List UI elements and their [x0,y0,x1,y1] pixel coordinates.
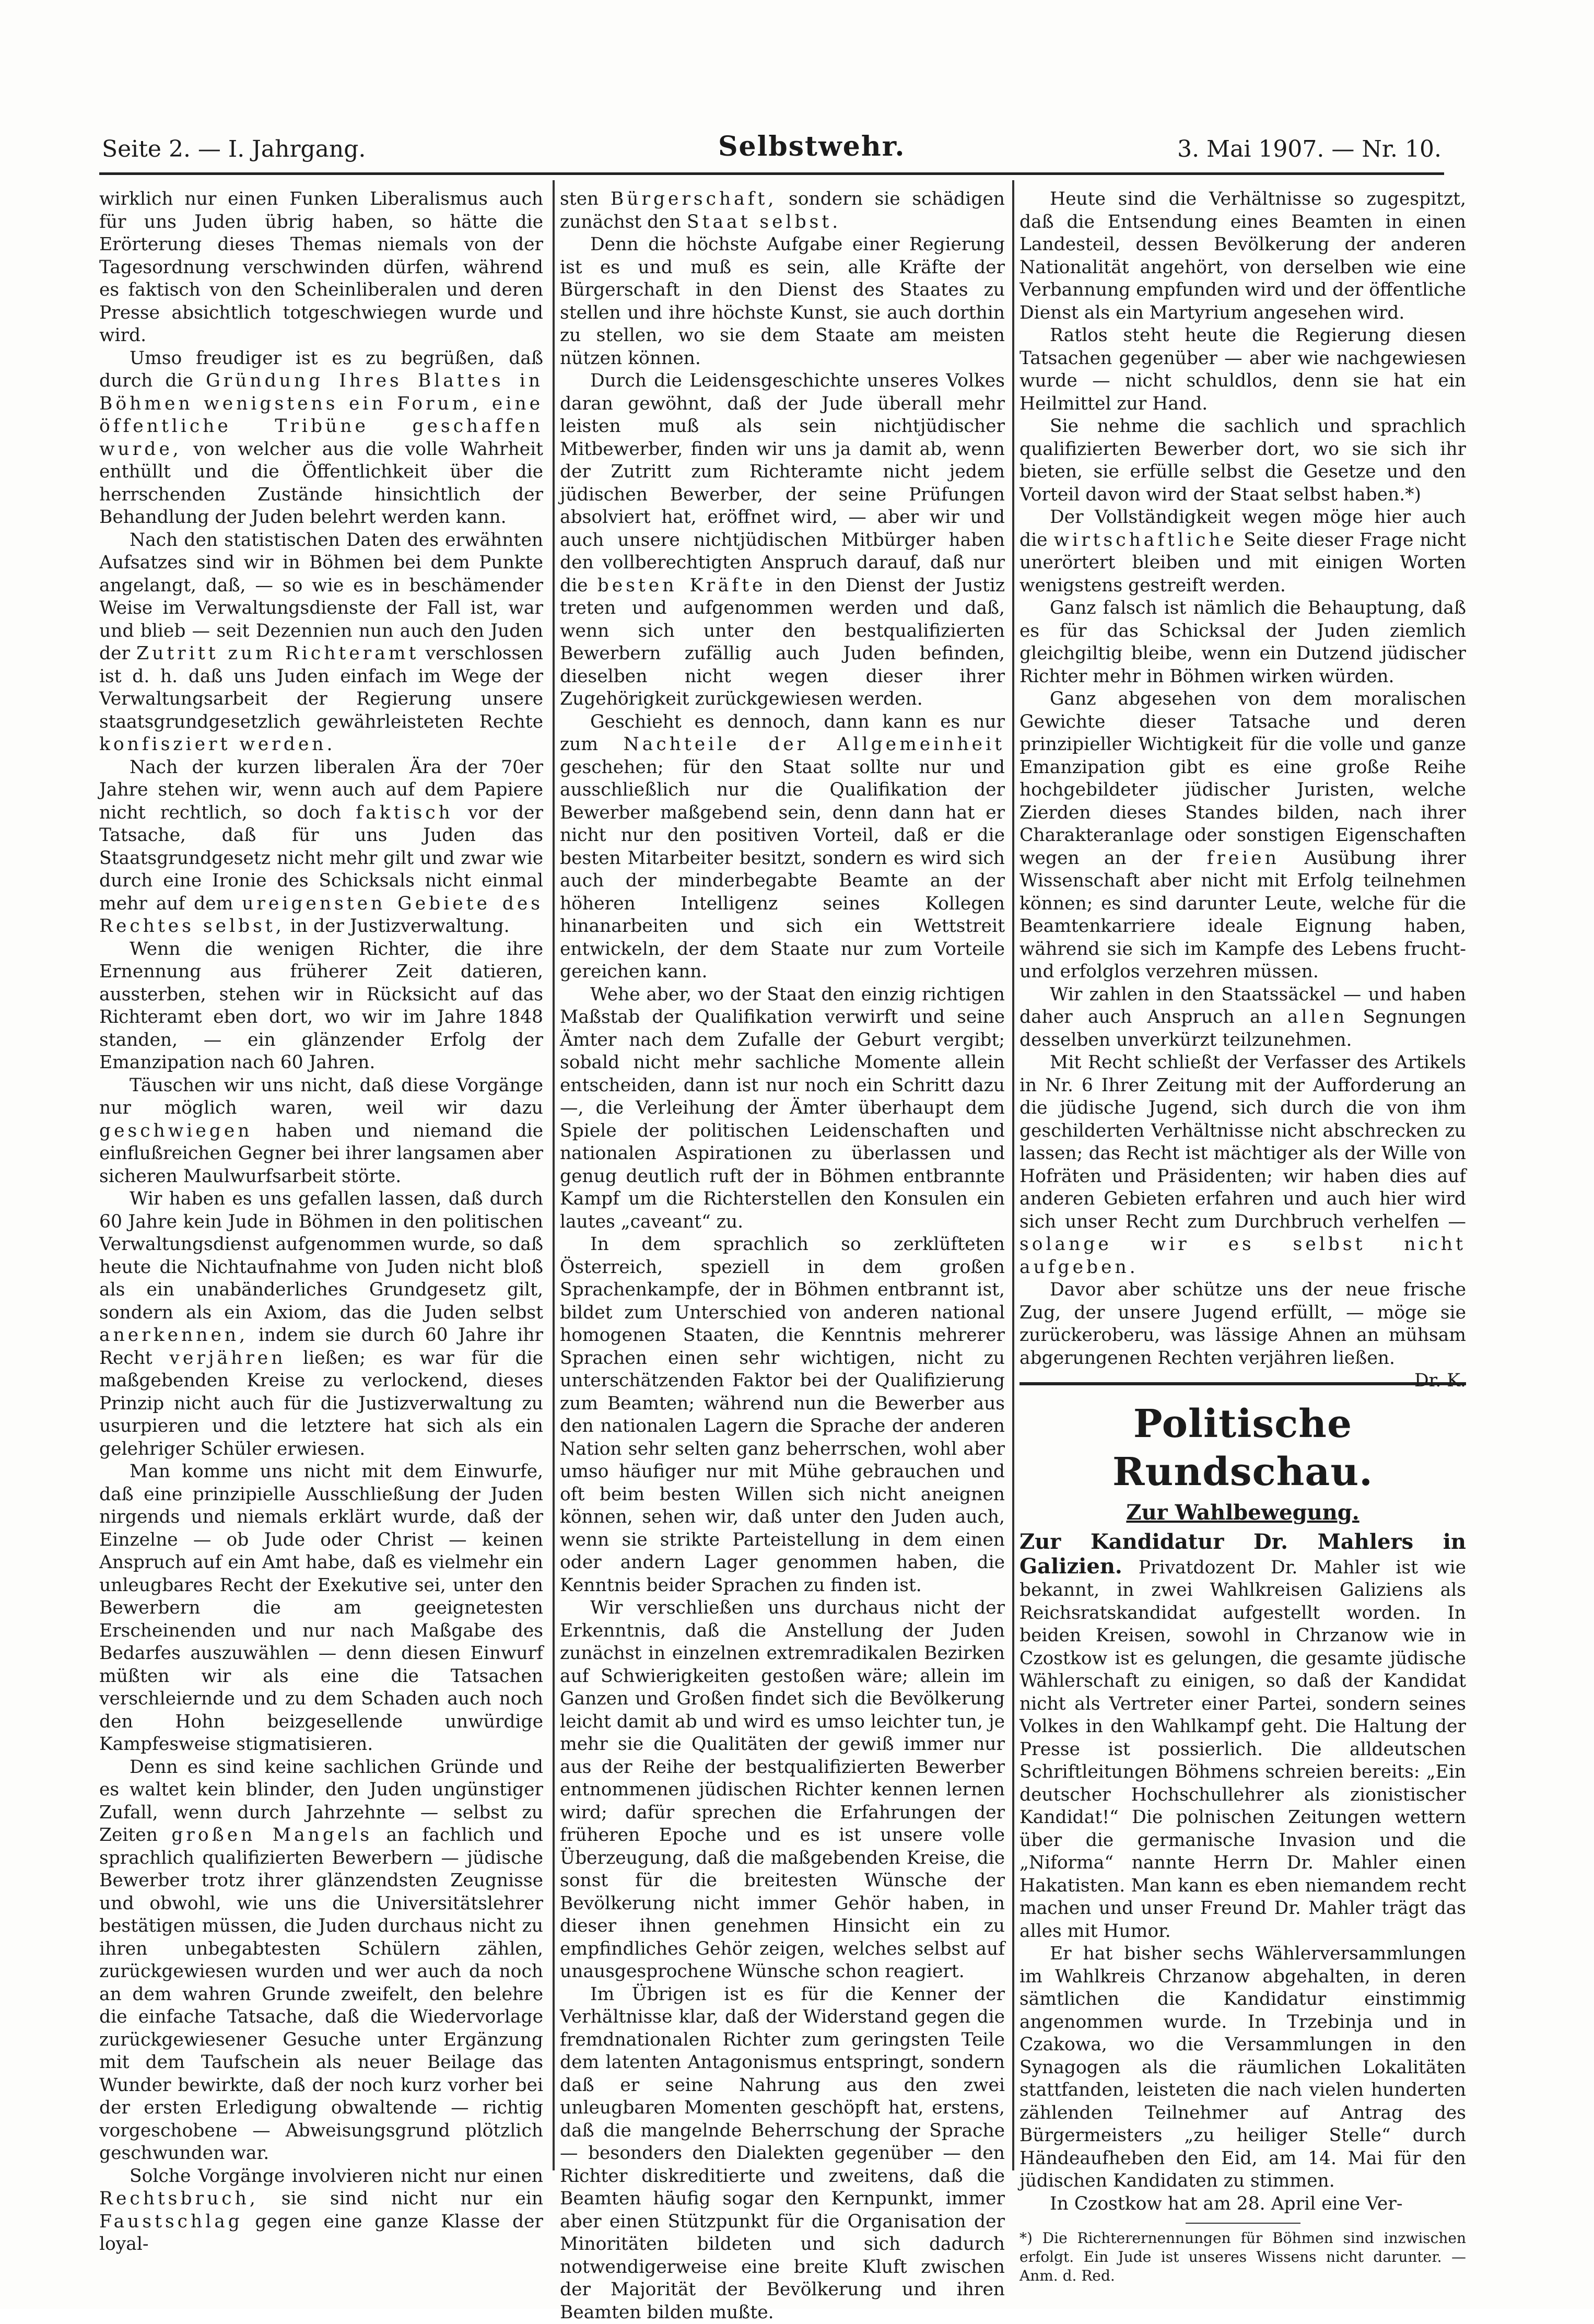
column-3 [1019,188,1466,2173]
paragraph: Täuschen wir uns nicht, daß diese Vorgänge nur möglich waren, weil wir dazu geschwiegen haben und niemand die einflußreichen Gegner bei ihrer langsamen aber sicheren Maulwurfsarbeit störte. [99,1075,543,1188]
paragraph: Geschieht es dennoch, dann kann es nur zum Nachteile der Allgemeinheit geschehen; für den Staat sollte nur und ausschließlich nur die Qualifikation der Bewerber maßgebend sein, denn dann hat er nicht nur den positiven Vorteil, daß er die besten Mitarbeiter besitzt, sondern es wird sich auch der minderbegabte Beamte an der höheren Intelligenz seines Kollegen hinanarbeiten und sich ein Wettstreit entwickeln, der dem Staate nur zum Vorteile gereichen kann. [560,711,1005,984]
paragraph: Der Vollständigkeit wegen möge hier auch die wirtschaftliche Seite dieser Frage nicht unerörtert bleiben und mit einigen Worten wenigstens gestreift werden. [1019,506,1466,597]
paragraph: Ganz abgesehen von dem moralischen Gewichte dieser Tatsache und deren prinzipieller Wichtigkeit für die volle und ganze Emanzipation gibt es eine große Reihe hochgebildeter jüdischer Juristen, welche Zierden dieses Standes bilden, nach ihrer Charakteranlage oder sonstigen Eigenschaften wegen an der freien Ausübung ihrer Wissenschaft aber nicht mit Erfolg teilnehmen können; es sind darunter Leute, welche für die Beamtenkarriere ideale Eignung haben, während sie sich im Kampfe des Lebens frucht- und erfolglos verzehren müssen. [1019,688,1466,984]
paragraph: wirklich nur einen Funken Liberalismus auch für uns Juden übrig haben, so hätte die Erörterung dieses Themas niemals von der Tagesordnung verschwinden dürfen, während es faktisch von den Scheinliberalen und deren Presse absichtlich totgeschwiegen wurde und wird. [99,188,543,347]
column-2 [560,188,1005,2173]
paragraph: In dem sprachlich so zerklüfteten Österreich, speziell in dem großen Sprachenkampfe, der in Böhmen entbrannt ist, bildet zum Unterschied von anderen national homogenen Staaten, die Kenntnis mehrerer Sprachen einen sehr wichtigen, nicht zu unterschätzenden Faktor bei der Qualifizierung zum Beamten; während nun die Bewerber aus den nationalen Lagern die Sprache der anderen Nation sehr selten ganz beherrschen, wohl aber umso häufiger nur mit Mühe gebrauchen und oft beim besten Willen sich nicht aneignen können, sehen wir, daß unter den Juden auch, wenn sie strikte Parteistellung in dem einen oder andern Lager genommen haben, die Kenntnis beider Sprachen zu finden ist. [560,1233,1005,1597]
footnote-rule [1186,2223,1300,2224]
article-subheading: Zur Kandidatur Dr. Mahlers in Galizien. [1019,1529,1466,1579]
paragraph: Mit Recht schließt der Verfasser des Artikels in Nr. 6 Ihrer Zeitung mit der Aufforderung an die jüdische Jugend, sich durch die von ihm geschilderten Verhältnisse nicht abschrecken zu lassen; das Recht ist mächtiger als der Wille von Hofräten und Präsidenten; wir haben dies auf anderen Gebieten erfahren und auch hier wird sich unser Recht zum Durchbruch verhelfen — solange wir es selbst nicht aufgeben. [1019,1052,1466,1279]
header-page-info: Seite 2. — I. Jahrgang. [102,136,366,162]
column-divider-1 [553,180,555,2170]
paragraph: Ratlos steht heute die Regierung diesen Tatsachen gegenüber — aber wie nachgewiesen wurde — nicht schuldlos, denn sie hat ein Heilmittel zur Hand. [1019,324,1466,415]
author-signature: Dr. K. [1384,1370,1466,1393]
column-divider-2 [1012,180,1014,2170]
paragraph: Wir zahlen in den Staatssäckel — und haben daher auch Anspruch an allen Segnungen desselben unverkürzt teilzunehmen. [1019,984,1466,1052]
page-header [102,131,1441,167]
section-title: Politische Rundschau. [1019,1400,1466,1496]
paragraph: Durch die Leidensgeschichte unseres Volkes daran gewöhnt, daß der Jude überall mehr leisten muß als sein nichtjüdischer Mitbewerber, finden wir uns ja damit ab, wenn der Zutritt zum Richteramte nicht jedem jüdischen Bewerber, der seine Prüfungen absolviert hat, eröffnet wird, — aber wir und auch unsere nichtjüdischen Mitbürger haben den vollberechtigten Anspruch darauf, daß nur die besten Kräfte in den Dienst der Justiz treten und aufgenommen werden und daß, wenn sich unter den bestqualifizierten Bewerbern zufällig auch Juden befinden, dieselben nicht wegen dieser ihrer Zugehörigkeit zurückgewiesen werden. [560,370,1005,711]
paragraph: Zur Kandidatur Dr. Mahlers in Galizien. Privatdozent Dr. Mahler ist wie bekannt, in zwei Wahlkreisen Galiziens als Reichsratskandidat aufgestellt worden. In beiden Kreisen, sowohl in Chrzanow wie in Czostkow ist es gelungen, die gesamte jüdische Wählerschaft zu einigen, so daß der Kandidat nicht als Vertreter einer Partei, sondern seines Volkes in den Wahlkampf geht. Die Haltung der Presse ist possierlich. Die alldeutschen Schriftleitungen Böhmens schreien bereits: „Ein deutscher Hochschullehrer als zionistischer Kandidat!“ Die polnischen Zeitungen wettern über die germanische Invasion und die „Niforma“ nannte Herrn Dr. Mahler einen Hakatisten. Man kann es eben niemandem recht machen und unser Freund Dr. Mahler trägt das alles mit Humor. [1019,1531,1466,1943]
paragraph: Denn die höchste Aufgabe einer Regierung ist es und muß es sein, alle Kräfte der Bürgerschaft in den Dienst des Staates zu stellen und ihre höchste Kunst, sie auch dorthin zu stellen, wo sie dem Staate am meisten nützen können. [560,233,1005,370]
paragraph: Denn es sind keine sachlichen Gründe und es waltet kein blinder, den Juden ungünstiger Zufall, wenn durch Jahrzehnte — selbst zu Zeiten großen Mangels an fachlich und sprachlich qualifizierten Bewerbern — jüdische Bewerber trotz ihrer glänzendsten Zeugnisse und obwohl, wie uns die Universitätslehrer bestätigen müssen, die Juden durchaus nicht zu ihren unbegabtesten Schülern zählen, zurückgewiesen wurden und wer auch da noch an dem wahren Grunde zweifelt, den belehre die einfache Tatsache, daß die Wiedervorlage zurückgewiesener Gesuche unter Ergänzung mit dem Taufschein als neuer Beilage das Wunder bewirkte, daß der noch kurz vorher bei der ersten Erledigung obwaltende — richtig vorgeschobene — Abweisungsgrund plötzlich geschwunden war. [99,1756,543,2165]
paragraph: Wenn die wenigen Richter, die ihre Ernennung aus früherer Zeit datieren, aussterben, stehen wir in Rücksicht auf das Richteramt eben dort, wo wir im Jahre 1848 standen, — ein glänzender Erfolg der Emanzipation nach 60 Jahren. [99,938,543,1075]
paragraph: Nach der kurzen liberalen Ära der 70er Jahre stehen wir, wenn auch auf dem Papiere nicht rechtlich, so doch faktisch vor der Tatsache, daß für uns Juden das Staatsgrundgesetz nicht mehr gilt und zwar wie durch eine Ironie des Schicksals nicht einmal mehr auf dem ureigensten Gebiete des Rechtes selbst, in der Justizverwaltung. [99,756,543,938]
paragraph: Wir haben es uns gefallen lassen, daß durch 60 Jahre kein Jude in Böhmen in den politischen Verwaltungsdienst aufgenommen wurde, so daß heute die Nichtaufnahme von Juden nicht bloß als ein unabänderliches Grundgesetz gilt, sondern als ein Axiom, das die Juden selbst anerkennen, indem sie durch 60 Jahre ihr Recht verjähren ließen; es war für die maßgebenden Kreise zu verlockend, dieses Prinzip nicht auch für die Justizverwaltung zu usurpieren und die letztere hat sich als ein gelehriger Schüler erwiesen. [99,1188,543,1461]
paragraph: Davor aber schütze uns der neue frische Zug, der unsere Jugend erfüllt, — möge sie zurückeroberu, was lässige Ahnen an mühsam abgerungenen Rechten verjähren ließen. Dr. K. [1019,1279,1466,1370]
masthead-title: Selbstwehr. [718,131,905,162]
paragraph: Man komme uns nicht mit dem Einwurfe, daß eine prinzipielle Ausschließung der Juden nirgends und niemals erklärt wurde, daß der Einzelne — ob Jude oder Christ — keinen Anspruch auf ein Amt habe, daß es vielmehr ein unleugbares Recht der Exekutive sei, unter den Bewerbern die am geeignetesten Erscheinenden und nur nach Maßgabe des Bedarfes auszuwählen — denn diesen Einwurf müßten wir als eine die Tatsachen verschleiernde und zu dem Schaden auch noch den Hohn beizgesellende unwürdige Kampfesweise stigmatisieren. [99,1461,543,1756]
paragraph: Solche Vorgänge involvieren nicht nur einen Rechtsbruch, sie sind nicht nur ein Faustschlag gegen eine ganze Klasse der loyal- [99,2165,543,2256]
section-topic: Zur Wahlbewegung. [1019,1499,1466,1526]
paragraph: Wir verschließen uns durchaus nicht der Erkenntnis, daß die Anstellung der Juden zunächst in einzelnen extremradikalen Bezirken auf Schwierigkeiten gestoßen wäre; allein im Ganzen und Großen findet sich die Bevölkerung leicht damit ab und wird es umso leichter tun, je mehr sie die Qualitäten der gewiß immer nur aus der Reihe der bestqualifizierten Bewerber entnommenen jüdischen Richter kennen lernen wird; dafür sprechen die Erfahrungen der früheren Epoche und es ist unsere volle Überzeugung, daß die maßgebenden Kreise, die sonst für die breitesten Wünsche der Bevölkerung nicht immer Gehör haben, in dieser ihnen genehmen Hinsicht ein zu empfindliches Gehör zeigen, welches selbst auf unausgesprochene Wünsche schon reagiert. [560,1597,1005,1983]
paragraph: Umso freudiger ist es zu begrüßen, daß durch die Gründung Ihres Blattes in Böhmen wenigstens ein Forum, eine öffentliche Tribüne geschaffen wurde, von welcher aus die volle Wahrheit enthüllt und die Öffentlichkeit über die herrschenden Zustände hinsichtlich der Behandlung der Juden belehrt werden kann. [99,347,543,529]
paragraph: Wehe aber, wo der Staat den einzig richtigen Maßstab der Qualifikation verwirft und seine Ämter nach dem Zufalle der Geburt vergibt; sobald nicht mehr sachliche Momente allein entscheiden, dann ist nur noch ein Schritt dazu —, die Verleihung der Ämter überhaupt dem Spiele der politischen Leidenschaften und nationalen Aspirationen zu überlassen und genug deutlich ruft der in Böhmen entbrannte Kampf um die Richterstellen den Konsulen ein lautes „caveant“ zu. [560,984,1005,1234]
header-rule [99,172,1444,175]
paragraph: sten Bürgerschaft, sondern sie schädigen zunächst den Staat selbst. [560,188,1005,233]
paragraph: Er hat bisher sechs Wählerversammlungen im Wahlkreis Chrzanow abgehalten, in deren sämtlichen die Kandidatur einstimmig angenommen wurde. In Trzebinja und in Czakowa, wo die Versammlungen in den Synagogen als die räumlichen Lokalitäten stattfanden, leisteten die nach vielen hunderten zählenden Teilnehmer auf Antrag des Bürgermeisters „zu heiliger Stelle“ durch Händeaufheben den Eid, am 14. Mai für den jüdischen Kandidaten zu stimmen. [1019,1943,1466,2193]
column-1 [99,188,543,2173]
paragraph: Ganz falsch ist nämlich die Behauptung, daß es für das Schicksal der Juden ziemlich gleichgiltig bleibe, wenn ein Dutzend jüdischer Richter mehr in Böhmen wirken würden. [1019,597,1466,688]
paragraph: Sie nehme die sachlich und sprachlich qualifizierten Bewerber dort, wo sie sich ihr bieten, sie erfülle selbst die Gesetze und den Vorteil davon wird der Staat selbst haben.*) [1019,415,1466,506]
paragraph: Nach den statistischen Daten des erwähnten Aufsatzes sind wir in Böhmen bei dem Punkte angelangt, daß, — so wie es in beschämender Weise im Verwaltungsdienste der Fall ist, war und blieb — seit Dezennien nun auch den Juden der Zutritt zum Richteramt verschlossen ist d. h. daß uns Juden einfach im Wege der Verwaltungsarbeit der Regierung unsere staatsgrundgesetzlich gewährleisteten Rechte konfisziert werden. [99,529,543,756]
paragraph: In Czostkow hat am 28. April eine Ver- [1019,2193,1466,2216]
footnote: *) Die Richterernennungen für Böhmen sind inzwischen erfolgt. Ein Jude ist unseres Wissens nicht darunter. — Anm. d. Red. [1019,2229,1466,2285]
paragraph: Im Übrigen ist es für die Kenner der Verhältnisse klar, daß der Widerstand gegen die fremdnationalen Richter zum geringsten Teile dem latenten Antagonismus entspringt, sondern daß er seine Nahrung aus den zwei unleugbaren Momenten geschöpft hat, erstens, daß die mangelnde Beherrschung der Sprache — besonders den Dialekten gegenüber — den Richter diskreditierte und zweitens, daß die Beamten häufig sogar den Kernpunkt, immer aber einen Stützpunkt für die Organisation der Minoritäten bildeten und sich dadurch notwendigerweise eine breite Kluft zwischen der Majorität der Bevölkerung und ihren Beamten bilden mußte. [560,1983,1005,2324]
paragraph: Heute sind die Verhältnisse so zugespitzt, daß die Entsendung eines Beamten in einen Landesteil, dessen Bevölkerung der anderen Nationalität angehört, von derselben wie eine Verbannung empfunden wird und der öffentliche Dienst als ein Martyrium angesehen wird. [1019,188,1466,324]
header-date-issue: 3. Mai 1907. — Nr. 10. [1177,136,1441,162]
